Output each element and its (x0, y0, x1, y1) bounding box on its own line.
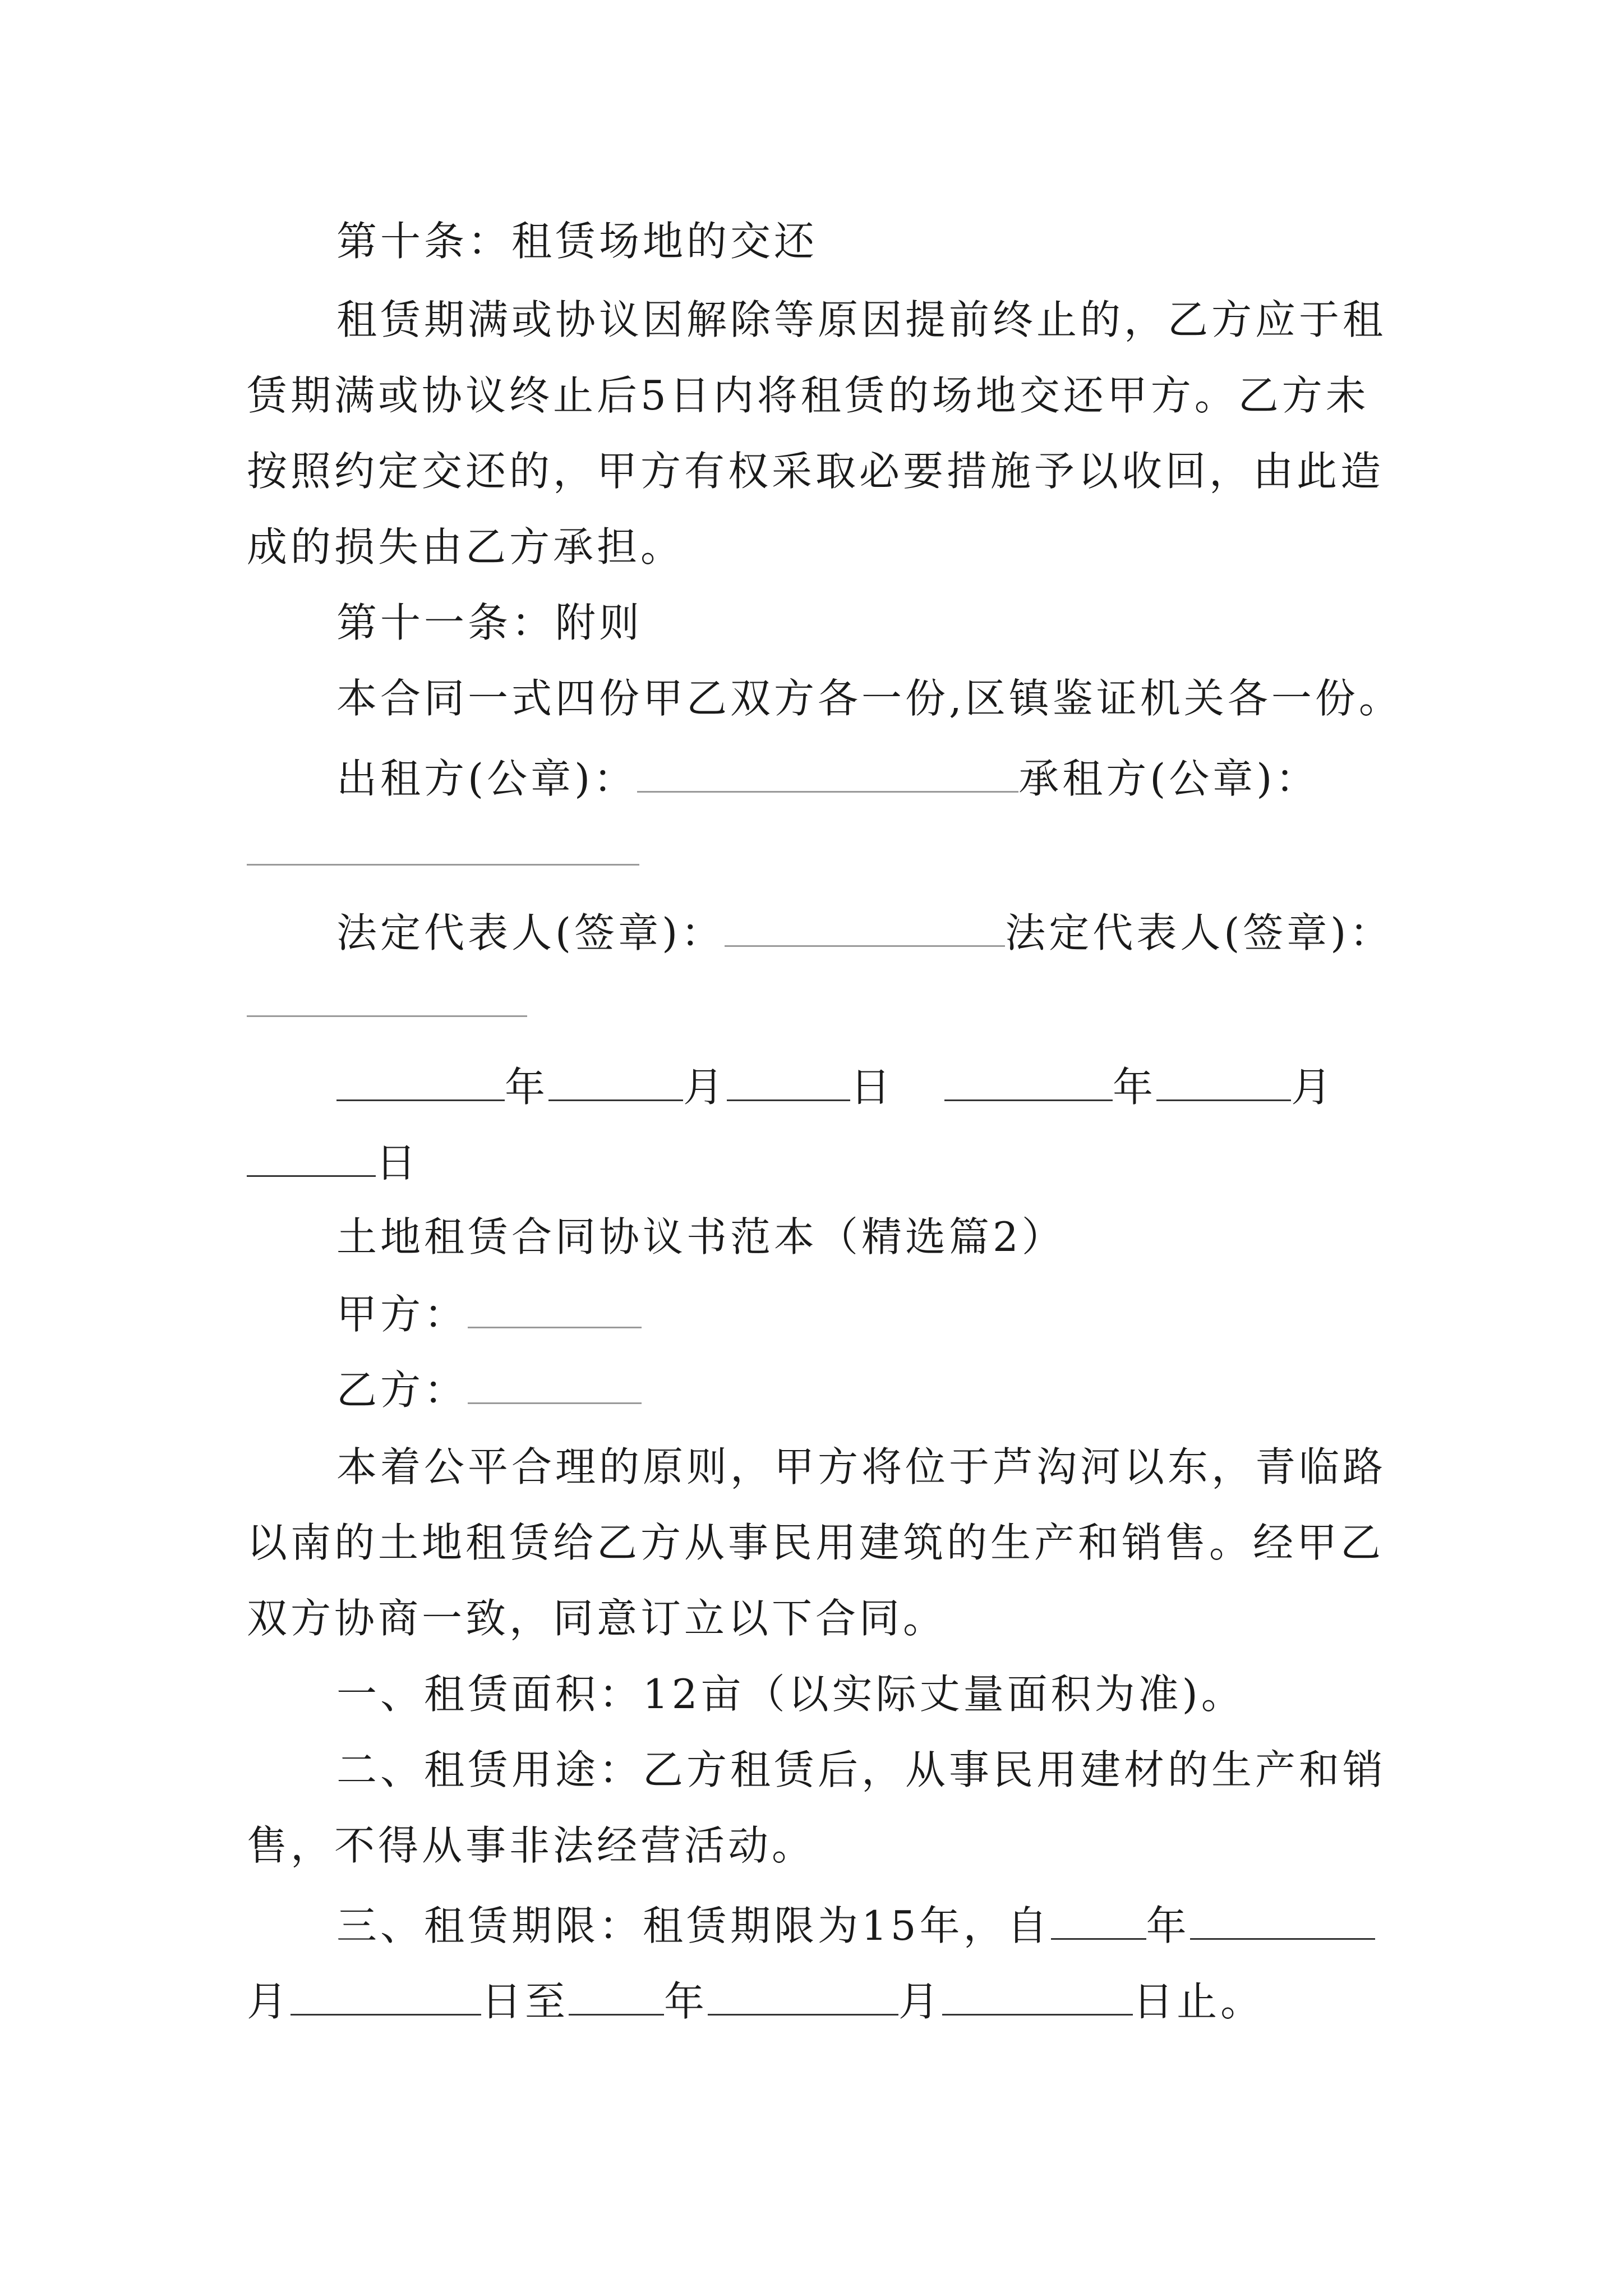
clause-3-month: 月 (247, 1978, 291, 2025)
day-blank-1 (727, 1060, 850, 1101)
party-b-label: 乙方： (336, 1366, 468, 1414)
article10-line-3: 按照约定交还的，甲方有权采取必要措施予以收回，由此造 (247, 448, 1385, 495)
legal-rep-blank-2 (247, 976, 527, 1017)
lessor-seal-blank (637, 752, 1018, 793)
party-b-blank (468, 1363, 642, 1404)
clause-3-day2-blank (942, 1975, 1133, 2016)
article11-heading: 第十一条：附则 (336, 599, 643, 646)
lessee-seal-blank-row (247, 825, 1385, 877)
clause-3-end: 日止。 (1133, 1978, 1265, 2025)
clause-3-month2-blank (708, 1975, 898, 2016)
legal-rep-row (336, 906, 1475, 958)
clause-3-prefix: 三、租赁期限：租赁期限为15年，自 (336, 1902, 1051, 1949)
clause-3-day-blank (291, 1975, 481, 2016)
month-label-2: 月 (1291, 1064, 1335, 1111)
clause-3-year2-blank (569, 1975, 664, 2016)
day-blank-2 (247, 1136, 376, 1177)
intro-line-3: 双方协商一致，同意订立以下合同。 (247, 1595, 947, 1642)
month-label-1: 月 (683, 1064, 727, 1111)
contract2-title: 土地租赁合同协议书范本（精选篇2） (336, 1213, 1066, 1260)
intro-line-1: 本着公平合理的原则，甲方将位于芦沟河以东，青临路 (336, 1443, 1387, 1490)
seal-row (336, 752, 1475, 804)
clause-3-day-to: 日至 (481, 1978, 569, 2025)
year-label-1: 年 (505, 1064, 549, 1111)
date-row (336, 1060, 1475, 1112)
legal-rep-blank-row (247, 976, 1385, 1028)
clause-1: 一、租赁面积：12亩（以实际丈量面积为准)。 (336, 1671, 1245, 1718)
lessee-seal-label: 承租方(公章)： (1018, 755, 1320, 802)
party-a-label: 甲方： (336, 1291, 468, 1338)
clause-3-line-2 (247, 1975, 1385, 2027)
clause-3-year2: 年 (664, 1978, 708, 2025)
clause-3-month-blank (1190, 1899, 1375, 1940)
party-a-blank (468, 1287, 642, 1328)
party-a-row (336, 1287, 1475, 1340)
article11-body: 本合同一式四份甲乙双方各一份,区镇鉴证机关各一份。 (336, 675, 1403, 722)
article10-heading: 第十条：租赁场地的交还 (336, 218, 818, 265)
lessor-seal-label: 出租方(公章)： (336, 755, 638, 802)
clause-2-line-2: 售，不得从事非法经营活动。 (247, 1822, 816, 1869)
year-blank-1 (336, 1060, 505, 1101)
year-blank-2 (944, 1060, 1113, 1101)
lessee-seal-blank (247, 825, 639, 866)
clause-3-line-1 (336, 1899, 1475, 1951)
legal-rep-label-2: 法定代表人(签章)： (1005, 909, 1394, 956)
day-label-2: 日 (376, 1139, 420, 1186)
clause-2-line-1: 二、租赁用途：乙方租赁后，从事民用建材的生产和销 (336, 1746, 1387, 1793)
article10-line-1: 租赁期满或协议因解除等原因提前终止的，乙方应于租 (336, 296, 1387, 343)
day-label-1: 日 (850, 1064, 895, 1111)
party-b-row (336, 1363, 1475, 1415)
month-blank-2 (1156, 1060, 1291, 1101)
year-label-2: 年 (1113, 1064, 1157, 1111)
article10-line-4: 成的损失由乙方承担。 (247, 523, 685, 570)
article10-line-2: 赁期满或协议终止后5日内将租赁的场地交还甲方。乙方未 (247, 372, 1370, 419)
clause-3-year: 年 (1146, 1902, 1190, 1949)
intro-line-2: 以南的土地租赁给乙方从事民用建筑的生产和销售。经甲乙 (247, 1519, 1385, 1566)
month-blank-1 (548, 1060, 683, 1101)
date-row-2 (247, 1136, 1385, 1188)
clause-3-month2: 月 (898, 1978, 943, 2025)
legal-rep-blank-1 (725, 906, 1005, 947)
clause-3-year-blank (1051, 1899, 1146, 1940)
legal-rep-label-1: 法定代表人(签章)： (336, 909, 725, 956)
